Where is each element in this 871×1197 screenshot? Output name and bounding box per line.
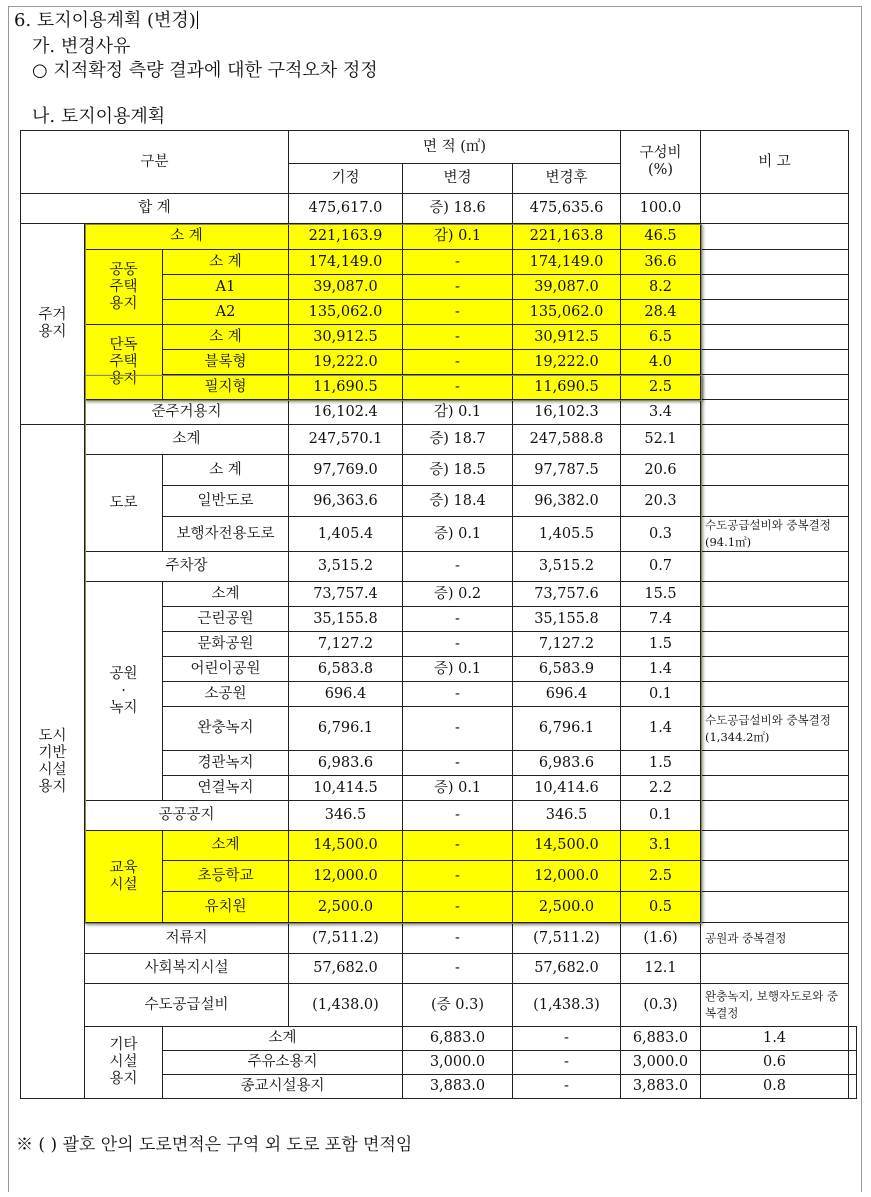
cell-remarks	[701, 801, 849, 831]
cell-before: 6,883.0	[403, 1027, 513, 1051]
park-label: 공원 · 녹지	[85, 582, 163, 801]
cell-remarks	[701, 194, 849, 224]
row-label: 종교시설용지	[163, 1075, 403, 1099]
other-label: 기타 시설 용지	[85, 1027, 163, 1099]
header-change: 변경	[403, 164, 513, 194]
cell-before: 346.5	[289, 801, 403, 831]
cell-change: -	[403, 923, 513, 954]
cell-remarks	[701, 892, 849, 923]
header-after: 변경후	[513, 164, 621, 194]
cell-before: 96,363.6	[289, 486, 403, 517]
cell-after: (1,438.3)	[513, 984, 621, 1027]
table-row	[21, 923, 857, 954]
cell-ratio: 0.8	[701, 1075, 849, 1099]
cell-ratio: 7.4	[621, 607, 701, 632]
semi-residential-label: 준주거용지	[85, 400, 289, 425]
cell-after: (7,511.2)	[513, 923, 621, 954]
cell-change: 증) 0.1	[403, 657, 513, 682]
cell-ratio: 2.5	[621, 861, 701, 892]
cell-change: -	[403, 325, 513, 350]
infra-label: 도시 기반 시설 용지	[21, 425, 85, 1099]
row-label: A2	[163, 300, 289, 325]
table-row	[21, 1027, 857, 1051]
cell-change: (증 0.3)	[403, 984, 513, 1027]
cell-after: 135,062.0	[513, 300, 621, 325]
row-label: 소공원	[163, 682, 289, 707]
road-label: 도로	[85, 455, 163, 552]
cell-before: 2,500.0	[289, 892, 403, 923]
cell-after: 2,500.0	[513, 892, 621, 923]
row-label: 어린이공원	[163, 657, 289, 682]
cell-ratio: 1.4	[701, 1027, 849, 1051]
row-label: 완충녹지	[163, 707, 289, 751]
cell-change: -	[513, 1027, 621, 1051]
cell-change: 감) 0.1	[403, 400, 513, 425]
cell-change: -	[403, 275, 513, 300]
cell-remarks: 공원과 중복결정	[701, 923, 849, 954]
cell-ratio: 1.4	[621, 707, 701, 751]
cell-before: 16,102.4	[289, 400, 403, 425]
cell-ratio: 28.4	[621, 300, 701, 325]
cell-change: 증) 18.6	[403, 194, 513, 224]
detached-label: 단독 주택 용지	[85, 325, 163, 400]
cell-remarks	[701, 224, 849, 250]
cell-before: 30,912.5	[289, 325, 403, 350]
table-row	[21, 250, 857, 275]
cell-change: 증) 0.1	[403, 517, 513, 552]
cell-ratio: 0.6	[701, 1051, 849, 1075]
cell-change: -	[403, 375, 513, 400]
table-row	[21, 224, 857, 250]
cell-change: -	[403, 350, 513, 375]
cell-remarks	[701, 552, 849, 582]
cell-after: 1,405.5	[513, 517, 621, 552]
cell-after: 35,155.8	[513, 607, 621, 632]
cell-change: -	[403, 632, 513, 657]
header-before: 기정	[289, 164, 403, 194]
infra-subtotal-label: 소계	[85, 425, 289, 455]
cell-change: 증) 18.7	[403, 425, 513, 455]
row-label: 초등학교	[163, 861, 289, 892]
cell-before: 3,883.0	[403, 1075, 513, 1099]
cell-remarks	[701, 776, 849, 801]
cell-after: 221,163.8	[513, 224, 621, 250]
table-row	[21, 425, 857, 455]
header-area: 면 적 (㎡)	[289, 131, 621, 164]
row-label: 소계	[163, 582, 289, 607]
cell-before: 19,222.0	[289, 350, 403, 375]
cell-after: 3,515.2	[513, 552, 621, 582]
cell-remarks	[701, 831, 849, 861]
table-row	[21, 131, 857, 164]
cell-ratio: 4.0	[621, 350, 701, 375]
cell-change: -	[403, 682, 513, 707]
cell-after: 346.5	[513, 801, 621, 831]
cell-ratio: (1.6)	[621, 923, 701, 954]
table-row	[21, 801, 857, 831]
cell-ratio: 0.1	[621, 682, 701, 707]
cell-ratio: 2.2	[621, 776, 701, 801]
cell-after: 6,983.6	[513, 751, 621, 776]
cell-ratio: 15.5	[621, 582, 701, 607]
cell-after: 97,787.5	[513, 455, 621, 486]
cell-remarks	[701, 861, 849, 892]
cell-change: -	[403, 751, 513, 776]
cell-after: 3,883.0	[621, 1075, 701, 1099]
cell-after: 11,690.5	[513, 375, 621, 400]
cell-ratio: 2.5	[621, 375, 701, 400]
cell-remarks	[701, 425, 849, 455]
cell-change: -	[403, 300, 513, 325]
cell-remarks	[701, 954, 849, 984]
row-label: 소계	[163, 831, 289, 861]
table-row	[21, 582, 857, 607]
cell-remarks	[701, 350, 849, 375]
row-label: 소 계	[163, 250, 289, 275]
cell-ratio: 6.5	[621, 325, 701, 350]
cell-ratio: 8.2	[621, 275, 701, 300]
cell-after: 3,000.0	[621, 1051, 701, 1075]
section-heading: 6. 토지이용계획 (변경)	[14, 10, 196, 31]
table-row	[21, 831, 857, 861]
cell-after: 696.4	[513, 682, 621, 707]
row-label: 근린공원	[163, 607, 289, 632]
cell-after: 475,635.6	[513, 194, 621, 224]
apartment-label: 공동 주택 용지	[85, 250, 163, 325]
cell-remarks	[849, 1051, 857, 1075]
row-label: 일반도로	[163, 486, 289, 517]
cell-remarks	[701, 751, 849, 776]
table-row	[21, 954, 857, 984]
header-ratio: 구성비 (%)	[621, 131, 701, 194]
cell-remarks	[701, 250, 849, 275]
cell-ratio: 20.3	[621, 486, 701, 517]
cell-ratio: 12.1	[621, 954, 701, 984]
cell-remarks	[701, 632, 849, 657]
cell-before: 1,405.4	[289, 517, 403, 552]
cell-after: 57,682.0	[513, 954, 621, 984]
cell-remarks	[701, 607, 849, 632]
parking-label: 주차장	[85, 552, 289, 582]
cell-before: 6,583.8	[289, 657, 403, 682]
cell-before: (1,438.0)	[289, 984, 403, 1027]
row-label: 문화공원	[163, 632, 289, 657]
cell-ratio: 1.5	[621, 751, 701, 776]
cell-remarks: 완충녹지, 보행자도로와 중복결정	[701, 984, 849, 1027]
cell-before: 247,570.1	[289, 425, 403, 455]
cell-after: 6,583.9	[513, 657, 621, 682]
land-use-table	[20, 130, 857, 1099]
cell-after: 39,087.0	[513, 275, 621, 300]
cell-before: 3,000.0	[403, 1051, 513, 1075]
cell-ratio: 0.1	[621, 801, 701, 831]
cell-remarks	[849, 1027, 857, 1051]
cell-before: 174,149.0	[289, 250, 403, 275]
cell-before: 12,000.0	[289, 861, 403, 892]
cell-ratio: 36.6	[621, 250, 701, 275]
cell-ratio: 3.4	[621, 400, 701, 425]
cell-change: -	[513, 1051, 621, 1075]
header-category: 구분	[21, 131, 289, 194]
table-row	[21, 455, 857, 486]
cell-remarks	[701, 657, 849, 682]
cell-after: 73,757.6	[513, 582, 621, 607]
cell-after: 16,102.3	[513, 400, 621, 425]
cell-before: 221,163.9	[289, 224, 403, 250]
welfare-label: 사회복지시설	[85, 954, 289, 984]
cell-ratio: 3.1	[621, 831, 701, 861]
cell-ratio: (0.3)	[621, 984, 701, 1027]
cell-after: 7,127.2	[513, 632, 621, 657]
cell-remarks	[701, 325, 849, 350]
header-remarks: 비 고	[701, 131, 849, 194]
cell-remarks: 수도공급설비와 중복결정(94.1㎡)	[701, 517, 849, 552]
cell-change: 증) 0.2	[403, 582, 513, 607]
cell-ratio: 0.7	[621, 552, 701, 582]
cell-ratio: 1.5	[621, 632, 701, 657]
row-label: 주유소용지	[163, 1051, 403, 1075]
cell-before: 10,414.5	[289, 776, 403, 801]
education-label: 교육 시설	[85, 831, 163, 923]
cell-remarks	[701, 455, 849, 486]
cell-ratio: 1.4	[621, 657, 701, 682]
table-row	[21, 194, 857, 224]
cell-before: 3,515.2	[289, 552, 403, 582]
cell-change: -	[513, 1075, 621, 1099]
cell-remarks	[701, 486, 849, 517]
cell-change: 증) 18.5	[403, 455, 513, 486]
text-cursor	[197, 11, 198, 29]
cell-before: 475,617.0	[289, 194, 403, 224]
residential-subtotal-label: 소 계	[85, 224, 289, 250]
cell-remarks	[701, 582, 849, 607]
cell-remarks	[701, 300, 849, 325]
residential-label: 주거 용지	[21, 224, 85, 425]
table-row	[21, 400, 857, 425]
cell-change: -	[403, 552, 513, 582]
cell-ratio: 46.5	[621, 224, 701, 250]
row-label: 연결녹지	[163, 776, 289, 801]
cell-change: -	[403, 707, 513, 751]
cell-before: 11,690.5	[289, 375, 403, 400]
cell-before: 73,757.4	[289, 582, 403, 607]
footnote: ※ ( ) 괄호 안의 도로면적은 구역 외 도로 포함 면적임	[16, 1135, 413, 1155]
cell-before: 6,983.6	[289, 751, 403, 776]
row-label: 소 계	[163, 325, 289, 350]
cell-after: 174,149.0	[513, 250, 621, 275]
cell-after: 12,000.0	[513, 861, 621, 892]
cell-remarks	[701, 375, 849, 400]
reservoir-label: 저류지	[85, 923, 289, 954]
cell-before: 7,127.2	[289, 632, 403, 657]
cell-before: 696.4	[289, 682, 403, 707]
cell-after: 30,912.5	[513, 325, 621, 350]
row-label: 블록형	[163, 350, 289, 375]
cell-after: 247,588.8	[513, 425, 621, 455]
cell-change: -	[403, 861, 513, 892]
water-supply-label: 수도공급설비	[85, 984, 289, 1027]
row-label: 필지형	[163, 375, 289, 400]
cell-change: -	[403, 831, 513, 861]
cell-after: 14,500.0	[513, 831, 621, 861]
cell-change: -	[403, 954, 513, 984]
cell-remarks	[701, 400, 849, 425]
cell-before: (7,511.2)	[289, 923, 403, 954]
row-label: A1	[163, 275, 289, 300]
cell-change: -	[403, 607, 513, 632]
cell-change: 증) 18.4	[403, 486, 513, 517]
cell-before: 57,682.0	[289, 954, 403, 984]
table-row	[21, 984, 857, 1027]
row-label: 보행자전용도로	[163, 517, 289, 552]
cell-change: -	[403, 801, 513, 831]
cell-after: 96,382.0	[513, 486, 621, 517]
row-label: 유치원	[163, 892, 289, 923]
row-label: 소계	[163, 1027, 403, 1051]
cell-remarks	[701, 275, 849, 300]
cell-change: -	[403, 892, 513, 923]
table-row	[21, 552, 857, 582]
cell-ratio: 0.3	[621, 517, 701, 552]
cell-change: 증) 0.1	[403, 776, 513, 801]
cell-before: 14,500.0	[289, 831, 403, 861]
cell-ratio: 100.0	[621, 194, 701, 224]
cell-remarks	[849, 1075, 857, 1099]
cell-change: -	[403, 250, 513, 275]
reason-heading: 가. 변경사유	[32, 36, 131, 57]
reason-item: ○ 지적확정 측량 결과에 대한 구적오차 정정	[32, 60, 378, 81]
cell-before: 35,155.8	[289, 607, 403, 632]
cell-after: 6,796.1	[513, 707, 621, 751]
cell-after: 6,883.0	[621, 1027, 701, 1051]
table-row	[21, 325, 857, 350]
cell-after: 19,222.0	[513, 350, 621, 375]
cell-after: 10,414.6	[513, 776, 621, 801]
cell-before: 135,062.0	[289, 300, 403, 325]
cell-remarks	[701, 682, 849, 707]
cell-change: 감) 0.1	[403, 224, 513, 250]
cell-ratio: 52.1	[621, 425, 701, 455]
cell-before: 39,087.0	[289, 275, 403, 300]
cell-remarks: 수도공급설비와 중복결정(1,344.2㎡)	[701, 707, 849, 751]
cell-before: 6,796.1	[289, 707, 403, 751]
row-label: 소 계	[163, 455, 289, 486]
total-label: 합 계	[21, 194, 289, 224]
public-space-label: 공공공지	[85, 801, 289, 831]
cell-ratio: 0.5	[621, 892, 701, 923]
cell-ratio: 20.6	[621, 455, 701, 486]
plan-heading: 나. 토지이용계획	[32, 106, 166, 127]
cell-before: 97,769.0	[289, 455, 403, 486]
row-label: 경관녹지	[163, 751, 289, 776]
